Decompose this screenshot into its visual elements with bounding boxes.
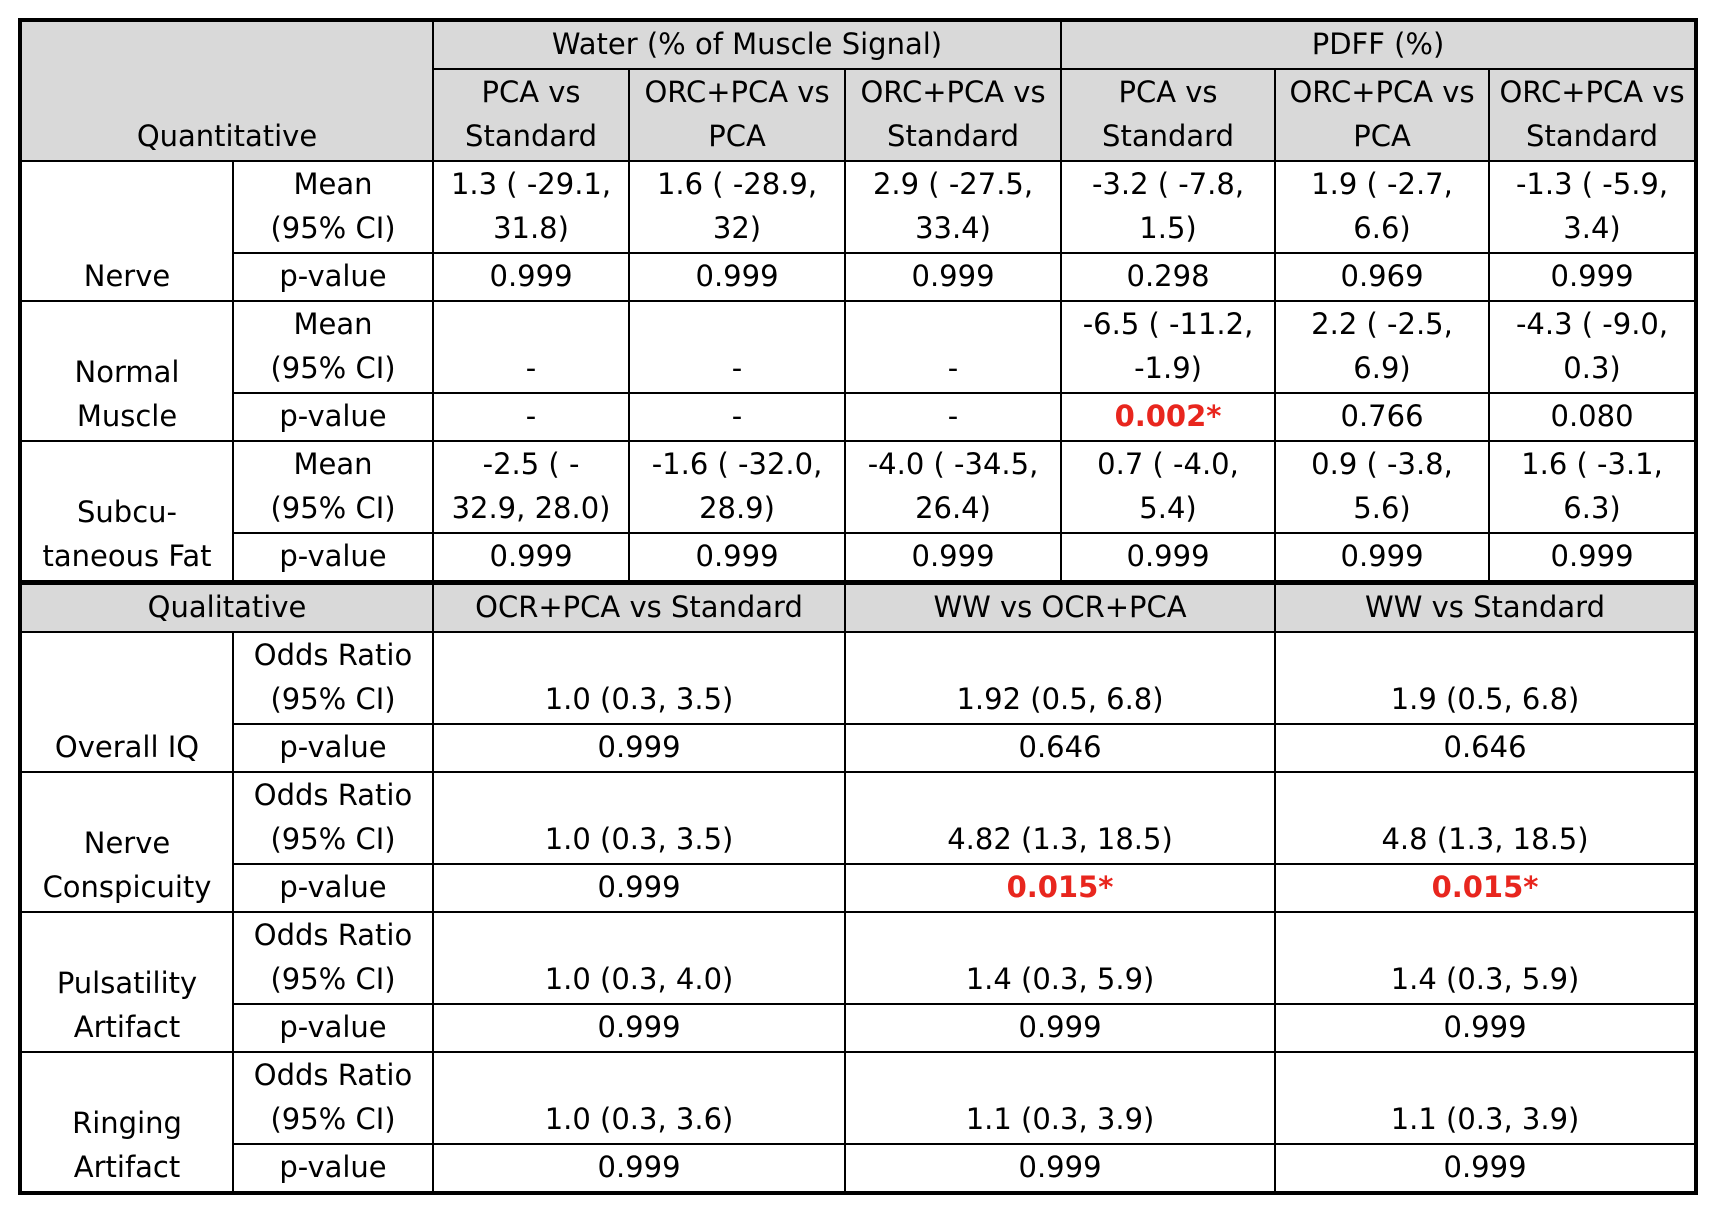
p-value-cell: 0.646 [845, 724, 1275, 772]
mean-ci-cell: 0.7 ( -4.0, 5.4) [1061, 441, 1275, 533]
column-header: PCA vs Standard [433, 69, 629, 161]
quantitative-group-header-row [20, 20, 1696, 69]
tissue-label: Normal Muscle [20, 301, 233, 441]
stat-label: Mean (95% CI) [233, 441, 433, 533]
stat-label: Mean (95% CI) [233, 161, 433, 253]
p-value-cell: 0.080 [1489, 393, 1696, 441]
mean-ci-cell: 2.2 ( -2.5, 6.9) [1275, 301, 1489, 393]
p-value-cell: 0.999 [1489, 533, 1696, 583]
mean-ci-cell: -4.0 ( -34.5, 26.4) [845, 441, 1061, 533]
table-row [20, 301, 1696, 393]
table-row [20, 724, 1696, 772]
p-value-cell: 0.969 [1275, 253, 1489, 301]
p-value-cell: 0.999 [1489, 253, 1696, 301]
category-label: Pulsatility Artifact [20, 912, 233, 1052]
odds-ratio-cell: 1.92 (0.5, 6.8) [845, 632, 1275, 724]
stat-label: Odds Ratio (95% CI) [233, 632, 433, 724]
table-row [20, 1052, 1696, 1144]
results-table-container [18, 18, 1694, 1195]
p-value-cell: 0.999 [629, 253, 845, 301]
mean-ci-cell: -2.5 ( - 32.9, 28.0) [433, 441, 629, 533]
column-header: WW vs OCR+PCA [845, 583, 1275, 633]
column-header: ORC+PCA vs Standard [1489, 69, 1696, 161]
odds-ratio-cell: 1.1 (0.3, 3.9) [1275, 1052, 1696, 1144]
mean-ci-cell: 0.9 ( -3.8, 5.6) [1275, 441, 1489, 533]
odds-ratio-cell: 1.4 (0.3, 5.9) [1275, 912, 1696, 1004]
table-row [20, 161, 1696, 253]
table-row [20, 1004, 1696, 1052]
column-header: PCA vs Standard [1061, 69, 1275, 161]
stat-label: p-value [233, 393, 433, 441]
odds-ratio-cell: 1.0 (0.3, 3.5) [433, 632, 845, 724]
category-label: Nerve Conspicuity [20, 772, 233, 912]
column-header: ORC+PCA vs PCA [1275, 69, 1489, 161]
p-value-cell: - [629, 393, 845, 441]
qualitative-header-row [20, 583, 1696, 633]
mean-ci-cell: - [629, 301, 845, 393]
p-value-cell: 0.999 [1275, 533, 1489, 583]
p-value-cell: 0.999 [433, 533, 629, 583]
p-value-cell: 0.999 [433, 1144, 845, 1193]
mean-ci-cell: -6.5 ( -11.2, -1.9) [1061, 301, 1275, 393]
p-value-cell: 0.999 [845, 1144, 1275, 1193]
mean-ci-cell: 1.6 ( -28.9, 32) [629, 161, 845, 253]
group-header-pdff: PDFF (%) [1061, 20, 1696, 69]
column-header: OCR+PCA vs Standard [433, 583, 845, 633]
table-row [20, 1144, 1696, 1193]
mean-ci-cell: -3.2 ( -7.8, 1.5) [1061, 161, 1275, 253]
stat-label: Odds Ratio (95% CI) [233, 772, 433, 864]
mean-ci-cell: 1.3 ( -29.1, 31.8) [433, 161, 629, 253]
stat-label: p-value [233, 253, 433, 301]
p-value-cell: 0.999 [845, 533, 1061, 583]
p-value-cell: 0.999 [845, 1004, 1275, 1052]
column-header: WW vs Standard [1275, 583, 1696, 633]
mean-ci-cell: 1.9 ( -2.7, 6.6) [1275, 161, 1489, 253]
stat-label: p-value [233, 1144, 433, 1193]
stat-label: p-value [233, 724, 433, 772]
table-row [20, 253, 1696, 301]
stat-label: p-value [233, 533, 433, 583]
results-table [18, 18, 1698, 1195]
category-label: Ringing Artifact [20, 1052, 233, 1193]
mean-ci-cell: -1.6 ( -32.0, 28.9) [629, 441, 845, 533]
odds-ratio-cell: 1.9 (0.5, 6.8) [1275, 632, 1696, 724]
table-row [20, 533, 1696, 583]
quantitative-title: Quantitative [20, 20, 433, 161]
group-header-water: Water (% of Muscle Signal) [433, 20, 1061, 69]
p-value-cell-significant: 0.002* [1061, 393, 1275, 441]
odds-ratio-cell: 1.0 (0.3, 3.5) [433, 772, 845, 864]
p-value-cell: 0.646 [1275, 724, 1696, 772]
odds-ratio-cell: 1.0 (0.3, 4.0) [433, 912, 845, 1004]
mean-ci-cell: - [433, 301, 629, 393]
stat-label: Odds Ratio (95% CI) [233, 1052, 433, 1144]
p-value-cell: - [845, 393, 1061, 441]
p-value-cell: 0.999 [433, 864, 845, 912]
p-value-cell: 0.999 [1275, 1144, 1696, 1193]
tissue-label: Nerve [20, 161, 233, 301]
table-row [20, 393, 1696, 441]
p-value-cell-significant: 0.015* [1275, 864, 1696, 912]
table-row [20, 772, 1696, 864]
mean-ci-cell: -4.3 ( -9.0, 0.3) [1489, 301, 1696, 393]
p-value-cell: 0.999 [845, 253, 1061, 301]
odds-ratio-cell: 4.82 (1.3, 18.5) [845, 772, 1275, 864]
stat-label: Mean (95% CI) [233, 301, 433, 393]
table-row [20, 912, 1696, 1004]
p-value-cell: 0.999 [1061, 533, 1275, 583]
p-value-cell: 0.999 [433, 253, 629, 301]
mean-ci-cell: - [845, 301, 1061, 393]
stat-label: p-value [233, 1004, 433, 1052]
table-row [20, 864, 1696, 912]
table-row [20, 441, 1696, 533]
p-value-cell: 0.298 [1061, 253, 1275, 301]
p-value-cell: - [433, 393, 629, 441]
stat-label: Odds Ratio (95% CI) [233, 912, 433, 1004]
p-value-cell: 0.999 [433, 1004, 845, 1052]
odds-ratio-cell: 1.4 (0.3, 5.9) [845, 912, 1275, 1004]
stat-label: p-value [233, 864, 433, 912]
mean-ci-cell: 1.6 ( -3.1, 6.3) [1489, 441, 1696, 533]
p-value-cell: 0.766 [1275, 393, 1489, 441]
p-value-cell-significant: 0.015* [845, 864, 1275, 912]
column-header: ORC+PCA vs PCA [629, 69, 845, 161]
tissue-label: Subcu- taneous Fat [20, 441, 233, 583]
mean-ci-cell: -1.3 ( -5.9, 3.4) [1489, 161, 1696, 253]
qualitative-title: Qualitative [20, 583, 433, 633]
p-value-cell: 0.999 [433, 724, 845, 772]
mean-ci-cell: 2.9 ( -27.5, 33.4) [845, 161, 1061, 253]
column-header: ORC+PCA vs Standard [845, 69, 1061, 161]
odds-ratio-cell: 1.1 (0.3, 3.9) [845, 1052, 1275, 1144]
odds-ratio-cell: 4.8 (1.3, 18.5) [1275, 772, 1696, 864]
odds-ratio-cell: 1.0 (0.3, 3.6) [433, 1052, 845, 1144]
category-label: Overall IQ [20, 632, 233, 772]
p-value-cell: 0.999 [629, 533, 845, 583]
table-row [20, 632, 1696, 724]
p-value-cell: 0.999 [1275, 1004, 1696, 1052]
